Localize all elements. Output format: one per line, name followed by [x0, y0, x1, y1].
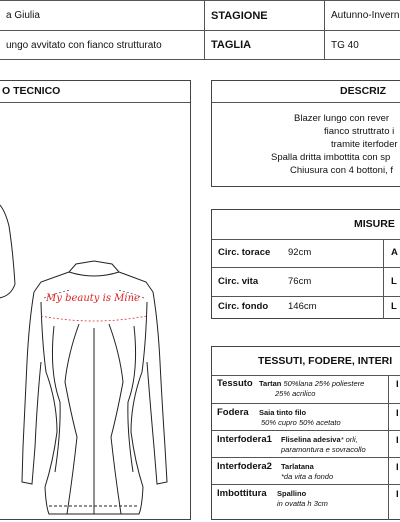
- column-divider: [383, 239, 384, 267]
- fabric-note: * orli,: [340, 435, 358, 444]
- sketch-title-bar: [0, 81, 190, 103]
- description-panel: [211, 80, 400, 187]
- fabric-extra: I: [396, 379, 399, 390]
- measure-row: [212, 239, 400, 268]
- fabric-row-imbottitura: [212, 485, 400, 520]
- size-label: TAGLIA: [204, 30, 325, 60]
- handwritten-embroidery-text: My beauty is Mine: [46, 293, 140, 304]
- description-line-2: fianco struttrato i: [324, 126, 395, 137]
- measure-row: [212, 297, 400, 319]
- fabric-extra: I: [396, 489, 399, 500]
- fabric-row-tessuto: [212, 375, 400, 404]
- fabric-label: Fodera: [217, 407, 249, 418]
- measure-value: 76cm: [288, 276, 312, 287]
- column-divider: [383, 268, 384, 296]
- fabrics-title: TESSUTI, FODERE, INTERI: [258, 355, 393, 367]
- fabric-row-interfodera2: [212, 458, 400, 485]
- fabrics-panel: [211, 346, 400, 520]
- measure-value: 146cm: [288, 301, 317, 312]
- fabric-note-2: in ovatta h 3cm: [277, 498, 328, 508]
- fabric-note-2: 25% acrilico: [275, 388, 316, 398]
- measure-extra: L: [391, 276, 397, 287]
- sketch-title: O TECNICO: [2, 85, 61, 97]
- description-title-bar: [212, 81, 400, 103]
- fabric-extra: I: [396, 435, 399, 446]
- fabric-name: Tartan: [259, 379, 282, 388]
- fabric-label: Interfodera2: [217, 461, 272, 472]
- fabrics-title-bar: [212, 347, 400, 376]
- fabric-extra: I: [396, 408, 399, 419]
- description-line-1: Blazer lungo con rever: [294, 113, 390, 124]
- measure-label: Circ. fondo: [218, 301, 269, 312]
- description-line-3: tramite iterfoder: [331, 139, 398, 150]
- description-line-5: Chiusura con 4 bottoni, f: [290, 165, 393, 176]
- jacket-back-sketch: [0, 102, 192, 522]
- description-line-4: Spalla dritta imbottita con sp: [271, 152, 391, 163]
- season-label: STAGIONE: [204, 0, 325, 31]
- measure-extra: L: [391, 301, 397, 312]
- column-divider: [388, 404, 389, 430]
- description-title: DESCRIZ: [340, 85, 387, 97]
- measure-row: [212, 268, 400, 297]
- fabric-label: Interfodera1: [217, 434, 272, 445]
- model-name-value: a Giulia: [0, 0, 205, 31]
- column-divider: [388, 485, 389, 520]
- column-divider: [383, 297, 384, 319]
- fabric-name: Spallino: [277, 489, 307, 498]
- fabric-name: Tarlatana: [281, 462, 314, 471]
- fabric-extra: I: [396, 462, 399, 473]
- fabric-note-2: *da vita a fondo: [281, 471, 334, 481]
- fabric-name: Saia tinto filo: [259, 408, 307, 417]
- measure-value: 92cm: [288, 247, 312, 258]
- season-value: Autunno-Invern: [324, 0, 400, 31]
- measures-title-bar: [212, 210, 400, 240]
- measure-extra: A: [391, 247, 398, 258]
- fabric-row-interfodera1: [212, 431, 400, 458]
- measures-title: MISURE: [354, 218, 395, 230]
- fabric-note-2: paramontura e sovracollo: [281, 444, 366, 454]
- measure-label: Circ. vita: [218, 276, 259, 287]
- measure-label: Circ. torace: [218, 247, 271, 258]
- measures-panel: [211, 209, 400, 319]
- technical-sketch-panel: [0, 80, 191, 520]
- fabric-note-2: 50% cupro 50% acetato: [261, 417, 341, 427]
- model-description-value: ungo avvitato con fianco strutturato: [0, 30, 205, 60]
- fabric-note: 50%lana 25% poliestere: [283, 379, 365, 388]
- fabric-label: Imbottitura: [217, 488, 267, 499]
- fabric-row-fodera: [212, 404, 400, 431]
- column-divider: [388, 431, 389, 457]
- size-value: TG 40: [324, 30, 400, 60]
- column-divider: [388, 375, 389, 403]
- fabric-label: Tessuto: [217, 378, 253, 389]
- column-divider: [388, 458, 389, 484]
- fabric-name: Fliselina adesiva: [281, 435, 341, 444]
